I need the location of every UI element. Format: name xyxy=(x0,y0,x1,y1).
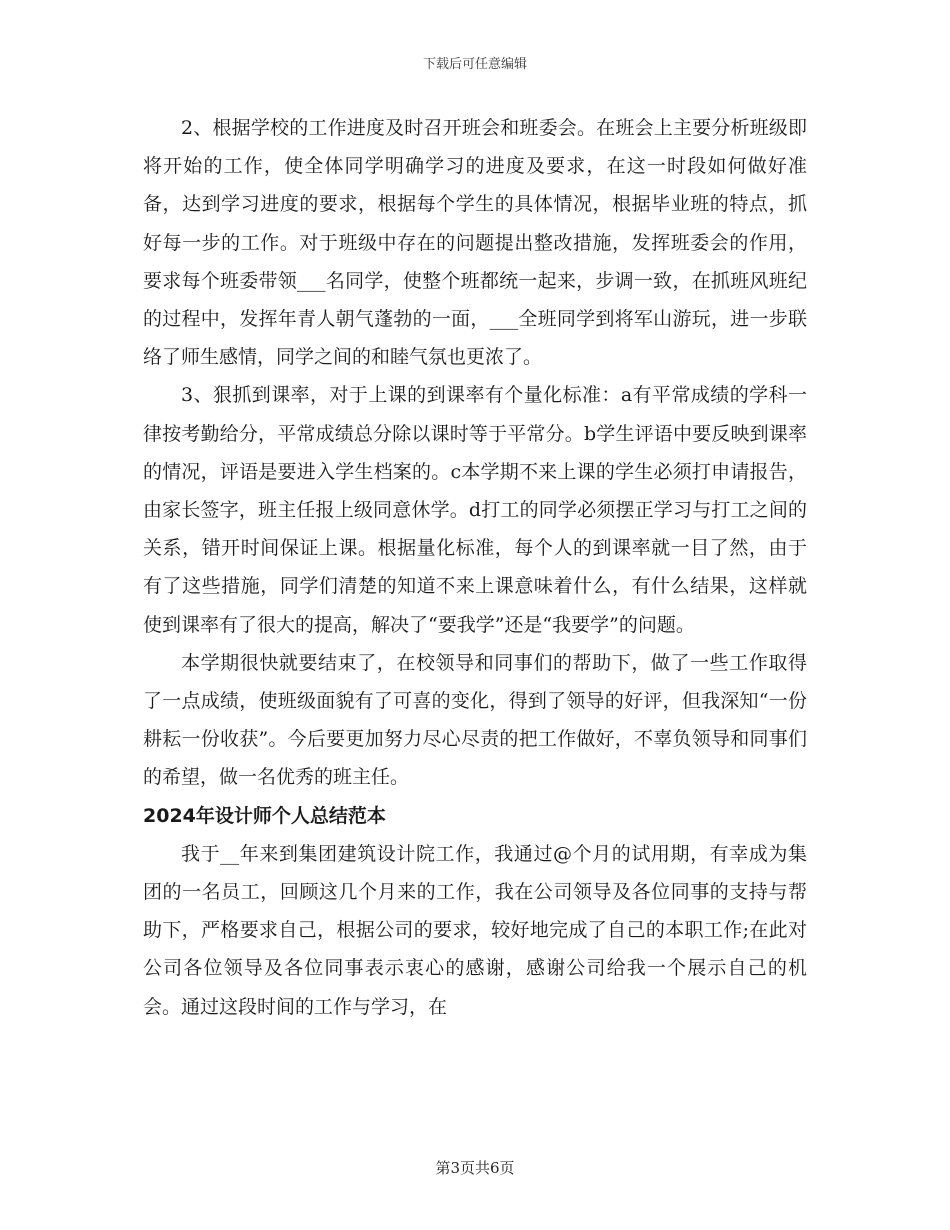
section-title: 2024年设计师个人总结范本 xyxy=(143,804,386,827)
page-header: 下载后可任意编辑 xyxy=(422,57,527,72)
paragraph-attendance: 3、狠抓到课率，对于上课的到课率有个量化标准：a有平常成绩的学科一律按考勤给分，平常成绩总分除以课时等于平常分。b学生评语中要反映到课率的情况，评语是要进入学生档案的。c本学期不来上课的学生必须打申请报告，由家长签字，班主任报上级同意休学。d打工的同学必须摆正学习与打工之间的关系，错开时间保证上课。根据量化标准，每个人的到课率就一目了然，由于有了这些措施，同学们清楚的知道不来上课意味着什么，有什么结果，这样就使到课率有了很大的提高，解决了“要我学”还是“我要学”的问题。 xyxy=(143,384,807,636)
page-footer: 第3页共6页 xyxy=(435,1159,515,1177)
paragraph-semester-summary: 本学期很快就要结束了，在校领导和同事们的帮助下，做了一些工作取得了一点成绩，使班级面貌有了可喜的变化，得到了领导的好评，但我深知“一份耕耘一份收获”。今后要更加努力尽心尽责的把工作做好，不辜负领导和同事们的希望，做一名优秀的班主任。 xyxy=(143,651,807,789)
document-body xyxy=(143,109,807,1026)
paragraph-class-meetings: 2、根据学校的工作进度及时召开班会和班委会。在班会上主要分析班级即将开始的工作，使全体同学明确学习的进度及要求，在这一时段如何做好准备，达到学习进度的要求，根据每个学生的具体情况，根据毕业班的特点，抓好每一步的工作。对于班级中存在的问题提出整改措施，发挥班委会的作用，要求每个班委带领___名同学，使整个班都统一起来，步调一致，在抓班风班纪的过程中，发挥年青人朝气蓬勃的一面，___全班同学到将军山游玩，进一步联络了师生感情，同学之间的和睦气氛也更浓了。 xyxy=(143,117,807,369)
paragraph-designer-intro: 我于__年来到集团建筑设计院工作，我通过@个月的试用期，有幸成为集团的一名员工，回顾这几个月来的工作，我在公司领导及各位同事的支持与帮助下，严格要求自己，根据公司的要求，较好地完成了自己的本职工作;在此对公司各位领导及各位同事表示衷心的感谢，感谢公司给我一个展示自己的机会。通过这段时间的工作与学习，在 xyxy=(143,842,807,1018)
